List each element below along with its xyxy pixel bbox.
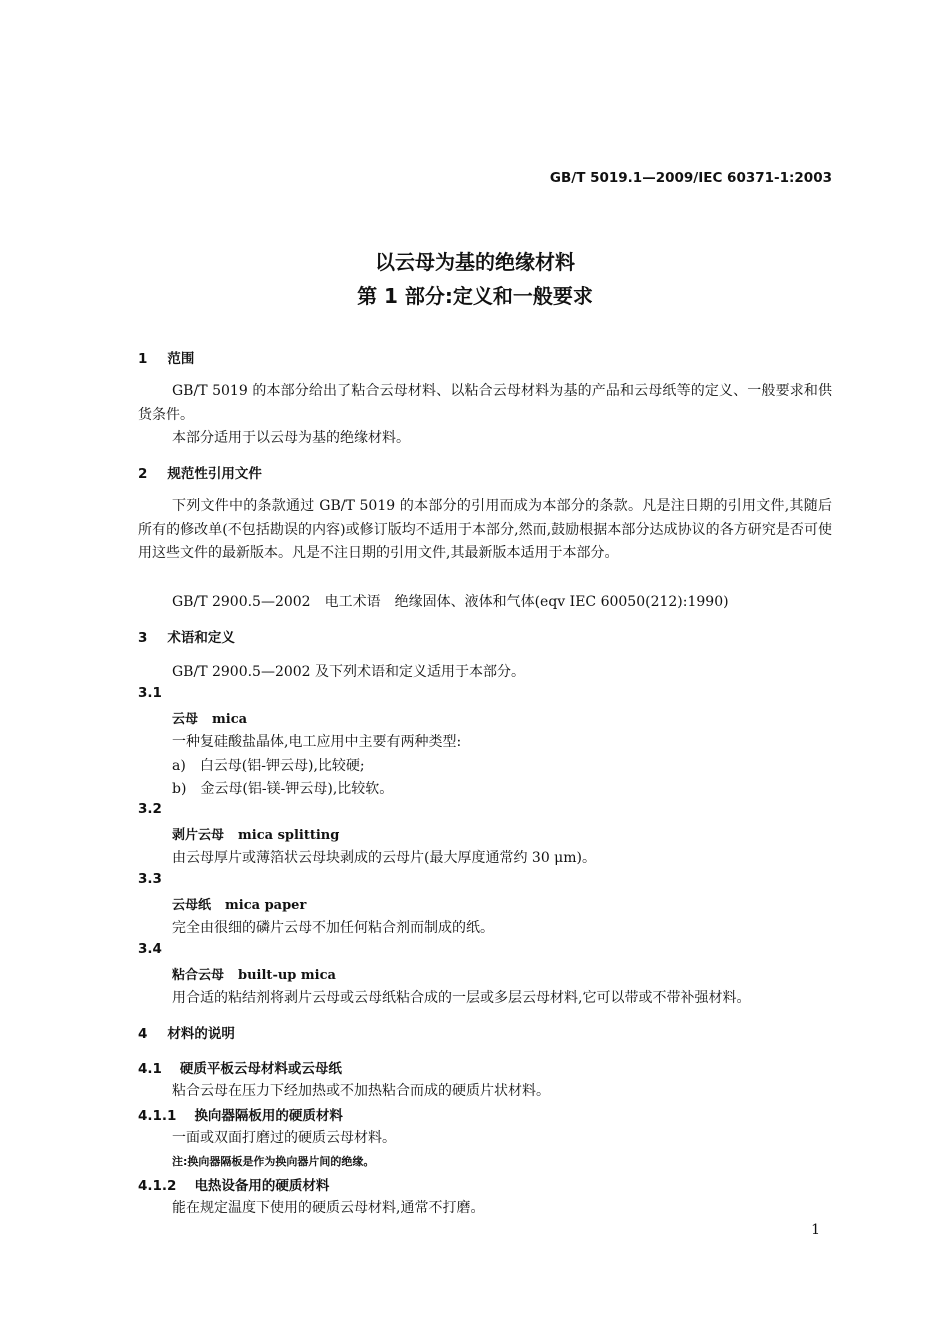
term-en: mica: [212, 712, 248, 727]
reference-title-b: 绝缘固体、液体和气体(eqv IEC 60050(212):1990): [394, 594, 729, 610]
subsection-heading: [138, 1174, 329, 1194]
term-definition: 用合适的粘结剂将剥片云母或云母纸粘合成的一层或多层云母材料,它可以带或不带补强材料。: [172, 990, 751, 1006]
subsection-text: 粘合云母在压力下经加热或不加热粘合而成的硬质片状材料。: [172, 1083, 550, 1099]
subsection-number: 4.1: [138, 1061, 162, 1077]
term-zh: 剥片云母: [172, 828, 225, 843]
section-title: 规范性引用文件: [167, 466, 262, 482]
term-heading: [172, 708, 247, 727]
subsection-heading: [138, 1104, 343, 1124]
section-number: 2: [138, 466, 148, 482]
subsection-text: 能在规定温度下使用的硬质云母材料,通常不打磨。: [172, 1200, 485, 1216]
section-title: 材料的说明: [167, 1026, 235, 1042]
list-text: 白云母(铝-钾云母),比较硬;: [199, 758, 365, 774]
section-2-heading: [138, 462, 262, 482]
reference-title-a: 电工术语: [324, 594, 381, 610]
document-title-line1: 以云母为基的绝缘材料: [375, 250, 575, 274]
term-zh: 云母: [172, 712, 199, 727]
term-definition: 完全由很细的磷片云母不加任何粘合剂而制成的纸。: [172, 920, 494, 936]
section-1-paragraph-2: 本部分适用于以云母为基的绝缘材料。: [172, 430, 410, 446]
subsection-text: 一面或双面打磨过的硬质云母材料。: [172, 1130, 396, 1146]
subsection-number: 4.1.1: [138, 1108, 177, 1124]
term-en: mica splitting: [238, 828, 340, 843]
term-number: 3.3: [138, 871, 162, 887]
note: 注:换向器隔板是作为换向器片间的绝缘。: [172, 1155, 375, 1168]
reference-code: GB/T 2900.5—2002: [172, 594, 311, 610]
page-number: 1: [811, 1222, 820, 1238]
list-label: b): [172, 781, 187, 797]
section-1-heading: [138, 347, 194, 367]
normative-reference: [172, 591, 729, 611]
document-title-line2: 第 1 部分:定义和一般要求: [357, 284, 593, 308]
subsection-title: 硬质平板云母材料或云母纸: [179, 1061, 342, 1077]
subsection-number: 4.1.2: [138, 1178, 177, 1194]
section-1-paragraph-1: GB/T 5019 的本部分给出了粘合云母材料、以粘合云母材料为基的产品和云母纸等的定义、一般要求和供货条件。: [138, 383, 832, 423]
term-number: 3.2: [138, 801, 162, 817]
term-en: built-up mica: [238, 968, 336, 983]
subsection-heading: [138, 1057, 342, 1077]
section-title: 范围: [167, 351, 195, 367]
section-2-paragraph: 下列文件中的条款通过 GB/T 5019 的本部分的引用而成为本部分的条款。凡是注日期的引用文件,其随后所有的修改单(不包括勘误的内容)或修订版均不适用于本部分,然而,鼓励根据本部分达成协议的各方研究是否可使用这些文件的最新版本。凡是不注日期的引用文件,其最新版本适用于本部分。: [138, 498, 832, 561]
term-heading: [172, 964, 336, 983]
section-number: 3: [138, 630, 148, 646]
term-heading: [172, 824, 339, 843]
section-number: 1: [138, 351, 148, 367]
subsection-title: 电热设备用的硬质材料: [194, 1178, 330, 1194]
section-4-heading: [138, 1022, 235, 1042]
term-number: 3.4: [138, 941, 162, 957]
section-title: 术语和定义: [167, 630, 235, 646]
subsection-title: 换向器隔板用的硬质材料: [194, 1108, 343, 1124]
term-definition: 由云母厚片或薄箔状云母块剥成的云母片(最大厚度通常约 30 μm)。: [172, 850, 597, 866]
term-zh: 云母纸: [172, 898, 212, 913]
list-text: 金云母(铝-镁-钾云母),比较软。: [200, 781, 394, 797]
list-item: [172, 755, 365, 775]
list-label: a): [172, 758, 186, 774]
standard-code: GB/T 5019.1—2009/IEC 60371-1:2003: [549, 170, 832, 186]
term-en: mica paper: [225, 898, 307, 913]
section-number: 4: [138, 1026, 148, 1042]
term-number: 3.1: [138, 685, 162, 701]
section-3-heading: [138, 626, 235, 646]
term-zh: 粘合云母: [172, 968, 225, 983]
section-3-intro: GB/T 2900.5—2002 及下列术语和定义适用于本部分。: [172, 664, 526, 680]
term-definition: 一种复硅酸盐晶体,电工应用中主要有两种类型:: [172, 734, 462, 750]
list-item: [172, 778, 393, 798]
term-heading: [172, 894, 306, 913]
